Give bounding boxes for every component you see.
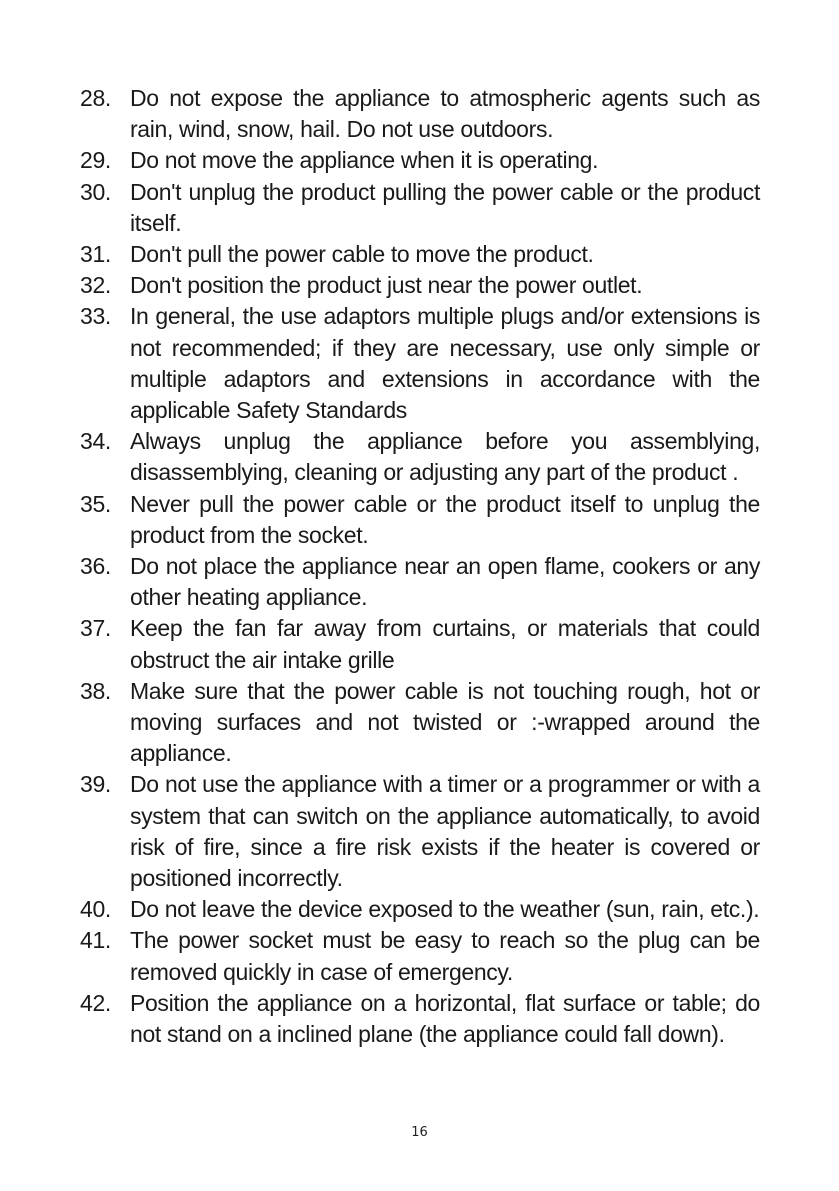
item-number: 29. bbox=[80, 147, 111, 174]
list-item bbox=[80, 925, 760, 987]
list-item bbox=[80, 83, 760, 145]
item-number: 28. bbox=[80, 85, 111, 111]
list-item bbox=[80, 613, 760, 675]
item-number: 31. bbox=[80, 241, 111, 268]
item-text: In general, the use adaptors multiple plugs and/or extensions is not recommended; if they are necessary, use only simple or multiple adaptors and extensions in accordance with the applicable Safety Standards bbox=[130, 303, 760, 424]
item-text: Don't unplug the product pulling the power cable or the product itself. bbox=[130, 178, 760, 236]
item-text: Do not expose the appliance to atmospheric agents such as rain, wind, snow, hail. Do not use outdoors. bbox=[130, 85, 760, 143]
item-text: Do not use the appliance with a timer or a programmer or with a system that can switch on the appliance automatically, to avoid risk of fire, since a fire risk exists if the heater is covered or positioned incorrectly. bbox=[130, 771, 760, 892]
list-item bbox=[80, 270, 760, 301]
list-item bbox=[80, 676, 760, 770]
item-number: 42. bbox=[80, 989, 111, 1016]
item-text: Never pull the power cable or the product itself to unplug the product from the socket. bbox=[130, 490, 760, 548]
list-item bbox=[80, 177, 760, 239]
item-text: Don't pull the power cable to move the product. bbox=[130, 241, 594, 268]
item-number: 38. bbox=[80, 677, 111, 704]
list-item bbox=[80, 894, 760, 925]
item-text: Always unplug the appliance before you assemblying, disassemblying, cleaning or adjusting any part of the product . bbox=[130, 428, 760, 486]
item-text: Do not place the appliance near an open flame, cookers or any other heating appliance. bbox=[130, 553, 760, 611]
list-item bbox=[80, 988, 760, 1050]
item-number: 37. bbox=[80, 615, 111, 642]
list-item bbox=[80, 301, 760, 426]
list-item bbox=[80, 551, 760, 613]
item-number: 39. bbox=[80, 771, 111, 798]
item-number: 34. bbox=[80, 428, 111, 455]
list-item bbox=[80, 769, 760, 894]
list-item bbox=[80, 426, 760, 488]
item-text: The power socket must be easy to reach so the plug can be removed quickly in case of emergency. bbox=[130, 927, 760, 985]
item-text: Do not leave the device exposed to the weather (sun, rain, etc.). bbox=[130, 896, 760, 923]
item-number: 32. bbox=[80, 272, 111, 299]
page-number: 16 bbox=[411, 1125, 428, 1140]
safety-instructions-list bbox=[80, 83, 760, 1050]
list-item bbox=[80, 239, 760, 270]
item-number: 33. bbox=[80, 303, 111, 330]
list-item bbox=[80, 145, 760, 176]
item-text: Don't position the product just near the power outlet. bbox=[130, 272, 643, 299]
item-text: Do not move the appliance when it is operating. bbox=[130, 147, 599, 174]
item-number: 40. bbox=[80, 896, 111, 923]
item-number: 35. bbox=[80, 490, 111, 517]
item-text: Make sure that the power cable is not touching rough, hot or moving surfaces and not twisted or :-wrapped around the appliance. bbox=[130, 677, 760, 767]
item-text: Keep the fan far away from curtains, or materials that could obstruct the air intake grille bbox=[130, 615, 760, 673]
item-number: 41. bbox=[80, 927, 111, 954]
item-number: 36. bbox=[80, 553, 111, 580]
item-number: 30. bbox=[80, 178, 111, 205]
item-text: Position the appliance on a horizontal, flat surface or table; do not stand on a inclined plane (the appliance could fall down). bbox=[130, 989, 760, 1048]
list-item bbox=[80, 489, 760, 551]
